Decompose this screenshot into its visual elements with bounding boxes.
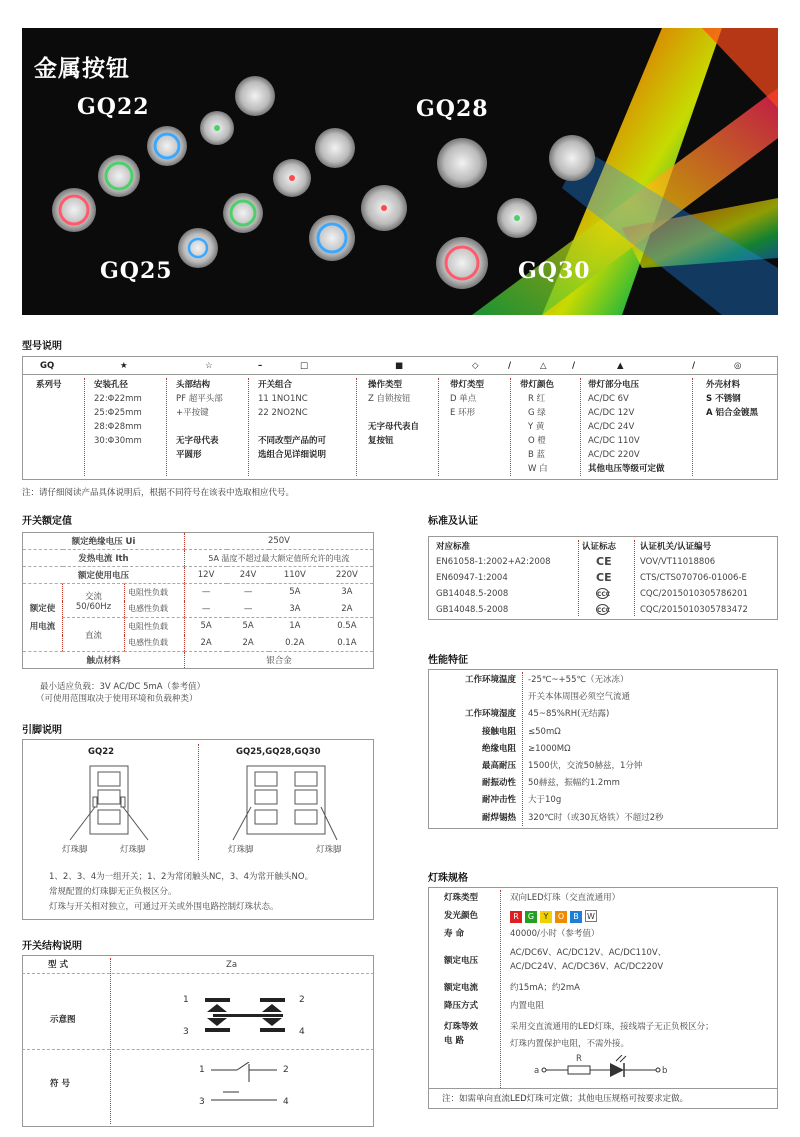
led-color-label: 发光颜色 — [444, 911, 479, 921]
ccc-mark-icon: CCC — [596, 604, 609, 615]
model-label-gq25: GQ25 — [100, 258, 173, 284]
led-circuit-diagram — [540, 1055, 662, 1081]
button-plain-2 — [315, 128, 355, 168]
circuit-b: b — [662, 1066, 668, 1076]
lamp-pin-label: 灯珠脚 — [228, 845, 254, 855]
col-divider — [510, 378, 511, 476]
rating-ith-value: 5A 温度不超过最大额定值所允许的电流 — [208, 553, 350, 563]
pin-divider — [198, 744, 199, 860]
button-plain-3 — [437, 138, 487, 188]
col-divider — [500, 890, 501, 1088]
ccc-mark-icon: CCC — [596, 588, 609, 599]
row-divider — [428, 1088, 778, 1089]
rating-current-label: 额定使用电流 — [23, 584, 63, 652]
rating-cell: 2A — [341, 603, 353, 614]
perf-value: 320℃时（或30瓦烙铁）不超过2秒 — [528, 812, 664, 823]
rating-type-2: 电感性负载 — [125, 601, 185, 618]
code-symbol: ▲ — [617, 361, 624, 371]
button-green-ring — [98, 155, 140, 197]
col-divider — [84, 378, 85, 476]
model-col-line: 22 2NO2NC — [258, 408, 308, 418]
code-symbol: / — [692, 361, 696, 371]
model-col-line: AC/DC 220V — [588, 450, 640, 460]
col-divider — [692, 378, 693, 476]
perf-value: 45~85%RH(无结露) — [528, 709, 610, 720]
structure-diagram — [175, 990, 315, 1042]
col-divider — [356, 378, 357, 476]
code-symbol: □ — [300, 361, 309, 371]
led-eq-label-1: 灯珠等效 — [444, 1022, 479, 1032]
model-col-head: 操作类型 — [368, 380, 403, 390]
color-chip: G — [525, 911, 537, 923]
rating-cell: — — [243, 587, 253, 598]
led-current-label: 额定电流 — [444, 983, 479, 993]
row-divider — [22, 1049, 374, 1050]
model-col-line: 11 1NO1NC — [258, 394, 308, 404]
model-col-head: 带灯颜色 — [520, 380, 555, 390]
rating-cell: 5A — [242, 621, 254, 632]
perf-title: 性能特征 — [428, 655, 468, 666]
led-note: 注：如需单向直流LED灯珠可定做；其他电压规格可按要求定做。 — [442, 1094, 689, 1104]
structure-title: 开关结构说明 — [22, 941, 82, 952]
rating-cell: 0.2A — [285, 637, 305, 648]
rating-v-24: 24V — [239, 570, 257, 580]
rating-cell: — — [201, 603, 211, 614]
button-red-ring-2 — [436, 237, 488, 289]
led-voltage-label: 额定电压 — [444, 956, 479, 966]
pin-note-2: 常规配置的灯珠脚无正负极区分。 — [49, 887, 177, 897]
model-col-head: 头部结构 — [176, 380, 211, 390]
rating-dc-label: 直流 — [63, 618, 125, 652]
perf-key: 工作环境温度 — [464, 675, 516, 685]
model-col-line: AC/DC 110V — [588, 436, 640, 446]
model-col-line: A 铝合金镀黑 — [706, 408, 759, 418]
rating-cell: 0.5A — [337, 621, 357, 632]
rating-type-3: 电阻性负载 — [125, 618, 185, 635]
perf-value: ≥1000MΩ — [528, 743, 571, 754]
structure-type-label: 型 式 — [48, 960, 68, 970]
rating-cell: 5A — [289, 587, 301, 598]
led-voltage-value-1: AC/DC6V、AC/DC12V、AC/DC110V、 — [510, 948, 667, 958]
model-note: 注：请仔细阅读产品具体说明后，根据不同符号在该表中选取相应代号。 — [22, 488, 295, 498]
col-divider — [248, 378, 249, 476]
perf-value: 50赫兹，振幅约1.2mm — [528, 778, 620, 789]
led-drop-label: 降压方式 — [444, 1001, 479, 1011]
structure-symbol-label: 符 号 — [50, 1079, 70, 1089]
col-divider — [522, 672, 523, 826]
model-col-line: O 橙 — [528, 436, 546, 446]
model-col-line: D 单点 — [450, 394, 477, 404]
perf-value: -25℃~+55℃（无冰冻） — [528, 675, 629, 685]
rating-contact-value: 银合金 — [266, 656, 292, 666]
model-col-line: 复按钮 — [368, 436, 394, 446]
pin-diagram-gq22 — [60, 762, 160, 852]
color-chip: Y — [540, 911, 552, 923]
model-col-line: 28:Φ28mm — [94, 422, 142, 432]
model-label-gq22: GQ22 — [77, 94, 150, 120]
lamp-pin-label: 灯珠脚 — [120, 845, 146, 855]
button-red-dot-2 — [361, 185, 407, 231]
pin-right-title: GQ25,GQ28,GQ30 — [236, 747, 321, 757]
lamp-pin-label: 灯珠脚 — [62, 845, 88, 855]
standard-std: EN60947-1:2004 — [436, 573, 508, 583]
perf-key: 绝缘电阻 — [481, 743, 516, 754]
rating-v-110: 110V — [283, 570, 306, 580]
model-col-head: 带灯部分电压 — [588, 380, 640, 390]
structure-diagram-label: 示意图 — [50, 1015, 76, 1025]
standard-code: CTS/CTS070706-01006-E — [640, 573, 747, 583]
rating-contact-label: 触点材料 — [23, 652, 185, 669]
col-divider — [578, 540, 579, 616]
model-col-line: AC/DC 12V — [588, 408, 635, 418]
pin-left-title: GQ22 — [88, 747, 115, 757]
model-col-head: 系列号 — [36, 380, 62, 390]
model-col-line: Z 自锁按钮 — [368, 394, 411, 404]
svg-text:1: 1 — [183, 995, 189, 1005]
svg-text:1: 1 — [199, 1065, 205, 1075]
circuit-r: R — [576, 1054, 582, 1064]
perf-key: 工作环境湿度 — [464, 709, 516, 720]
standard-head-mark: 认证标志 — [582, 542, 617, 552]
model-col-head: 安装孔径 — [94, 380, 129, 390]
row-divider — [22, 973, 374, 974]
svg-text:2: 2 — [299, 995, 305, 1005]
perf-key: 最高耐压 — [481, 761, 516, 771]
rating-cell: 0.1A — [337, 637, 357, 648]
rating-v-12: 12V — [197, 570, 215, 580]
model-col-head: 带灯类型 — [450, 380, 485, 390]
rating-cell: 2A — [200, 637, 212, 648]
model-col-line: +平按键 — [176, 408, 209, 418]
button-red-ring — [52, 188, 96, 232]
col-divider — [166, 378, 167, 476]
standard-title: 标准及认证 — [428, 516, 478, 527]
perf-value: ≤50mΩ — [528, 726, 561, 737]
col-divider — [580, 378, 581, 476]
rating-title: 开关额定值 — [22, 516, 72, 527]
model-col-head: 开关组合 — [258, 380, 293, 390]
code-symbol: / — [508, 361, 512, 371]
code-symbol: ★ — [120, 361, 128, 371]
col-divider — [634, 540, 635, 616]
button-blue-ring — [147, 126, 187, 166]
rating-type-1: 电阻性负载 — [125, 584, 185, 601]
led-color-chips — [510, 910, 600, 923]
model-col-line: PF 超平头部 — [176, 394, 223, 404]
rating-ui-label: 额定绝缘电压 Ui — [23, 533, 185, 550]
standard-std: GB14048.5-2008 — [436, 605, 509, 615]
code-symbol: ■ — [395, 361, 404, 371]
ce-mark-icon: CE — [596, 571, 612, 584]
perf-value: 开关本体周围必须空气流通 — [528, 692, 631, 703]
circuit-a: a — [534, 1066, 540, 1076]
button-green-dot — [200, 111, 234, 145]
model-col-head: 外壳材料 — [706, 380, 741, 390]
color-chip: B — [570, 911, 582, 923]
model-col-line: 无字母代表自 — [368, 422, 420, 432]
svg-text:4: 4 — [299, 1027, 305, 1037]
code-symbol: GQ — [40, 361, 55, 371]
button-green-dot-2 — [497, 198, 537, 238]
svg-text:3: 3 — [183, 1027, 189, 1037]
button-images — [22, 28, 778, 315]
perf-key: 耐冲击性 — [481, 795, 516, 806]
color-chip: R — [510, 911, 522, 923]
button-red-dot — [273, 159, 311, 197]
perf-key: 耐焊锡热 — [481, 812, 516, 823]
model-label-gq30: GQ30 — [518, 258, 591, 284]
model-label-gq28: GQ28 — [416, 96, 489, 122]
model-col-line: G 绿 — [528, 408, 546, 418]
code-symbol: △ — [540, 361, 547, 371]
pin-title: 引脚说明 — [22, 725, 62, 736]
code-symbol: / — [572, 361, 576, 371]
code-symbol: ◎ — [734, 361, 742, 371]
model-col-line: 25:Φ25mm — [94, 408, 142, 418]
pin-note-3: 灯珠与开关相对独立，可通过开关或外围电路控制灯珠状态。 — [49, 902, 279, 912]
perf-value: 大于10g — [528, 795, 562, 806]
rating-note-2: （可使用范围取决于使用环境和负载种类） — [36, 694, 198, 704]
model-col-line: 无字母代表 — [176, 436, 219, 446]
led-title: 灯珠规格 — [428, 873, 468, 884]
led-life-value: 40000/小时（参考值） — [510, 929, 600, 939]
led-eq-label-2: 电 路 — [444, 1036, 464, 1046]
led-eq-value-2: 灯珠内置保护电阻，不需外接。 — [510, 1039, 630, 1049]
rating-table — [22, 532, 374, 669]
code-symbol: ☆ — [205, 361, 213, 371]
button-green-ring-2 — [223, 193, 263, 233]
button-power-blue — [178, 228, 218, 268]
led-type-label: 灯珠类型 — [444, 893, 479, 903]
rating-note-1: 最小适应负载：3V AC/DC 5mA（参考值） — [40, 682, 206, 692]
model-col-line: W 白 — [528, 464, 548, 474]
model-col-line: AC/DC 24V — [588, 422, 635, 432]
pin-diagram-gq25 — [225, 762, 345, 852]
led-type-value: 双向LED灯珠（交直流通用） — [510, 893, 621, 903]
led-eq-value-1: 采用交直流通用的LED灯珠，接线端子无正负极区分； — [510, 1022, 714, 1032]
model-col-line: E 环形 — [450, 408, 476, 418]
standard-std: EN61058-1:2002+A2:2008 — [436, 557, 551, 567]
rating-ith-label: 发热电流 Ith — [23, 550, 185, 567]
model-col-line: B 蓝 — [528, 450, 546, 460]
pin-note-1: 1、2、3、4为一组开关；1、2为常闭触头NC，3、4为常开触头NO。 — [49, 872, 314, 882]
rating-cell: — — [201, 587, 211, 598]
led-voltage-value-2: AC/DC24V、AC/DC36V、AC/DC220V — [510, 962, 664, 972]
code-symbol: – — [258, 361, 263, 371]
led-current-value: 约15mA；约2mA — [510, 983, 580, 993]
ce-mark-icon: CE — [596, 555, 612, 568]
rating-cell: 1A — [289, 621, 301, 632]
standard-code: CQC/2015010305783472 — [640, 605, 748, 615]
code-row-divider — [22, 374, 778, 375]
model-col-line: Y 黄 — [528, 422, 545, 432]
product-banner — [22, 28, 778, 315]
structure-type-value: Za — [226, 960, 238, 970]
banner-title: 金属按钮 — [34, 56, 130, 82]
perf-value: 1500伏，交流50赫兹，1分钟 — [528, 761, 643, 771]
rating-cell: 3A — [341, 587, 353, 598]
model-col-line: 其他电压等级可定做 — [588, 464, 665, 474]
button-plain — [235, 76, 275, 116]
rating-type-4: 电感性负载 — [125, 635, 185, 652]
perf-key: 耐振动性 — [481, 778, 516, 789]
model-col-line: 不同改型产品的可 — [258, 436, 327, 446]
model-col-line: 平圆形 — [176, 450, 202, 460]
color-chip: W — [585, 910, 597, 922]
rating-cell: 2A — [242, 637, 254, 648]
standard-head-code: 认证机关/认证编号 — [640, 542, 712, 552]
col-divider — [438, 378, 439, 476]
perf-key: 接触电阻 — [481, 726, 516, 737]
svg-text:3: 3 — [199, 1097, 205, 1107]
model-col-line: 30:Φ30mm — [94, 436, 142, 446]
rating-ac-label: 交流 50/60Hz — [63, 584, 125, 618]
standard-std: GB14048.5-2008 — [436, 589, 509, 599]
lamp-pin-label: 灯珠脚 — [316, 845, 342, 855]
model-col-line: S 不锈钢 — [706, 394, 741, 404]
model-col-line: R 红 — [528, 394, 546, 404]
led-drop-value: 内置电阻 — [510, 1001, 545, 1011]
rating-voltage-label: 额定使用电压 — [23, 567, 185, 584]
rating-cell: 3A — [289, 603, 301, 614]
model-col-line: 22:Φ22mm — [94, 394, 142, 404]
model-section-title: 型号说明 — [22, 341, 62, 352]
button-blue-ring-2 — [309, 215, 355, 261]
standard-code: VOV/VT11018806 — [640, 557, 716, 567]
svg-text:2: 2 — [283, 1065, 289, 1075]
rating-ui-value: 250V — [267, 536, 290, 546]
model-col-line: 选组合见详细说明 — [258, 450, 327, 460]
led-life-label: 寿 命 — [444, 929, 464, 939]
button-plain-4 — [549, 135, 595, 181]
model-col-line: AC/DC 6V — [588, 394, 629, 404]
standard-code: CQC/2015010305786201 — [640, 589, 748, 599]
code-symbol: ◇ — [472, 361, 479, 371]
rating-cell: 5A — [200, 621, 212, 632]
rating-v-220: 220V — [335, 570, 358, 580]
standard-head-std: 对应标准 — [436, 542, 471, 552]
structure-symbol — [195, 1062, 305, 1108]
rating-cell: — — [243, 603, 253, 614]
color-chip: O — [555, 911, 567, 923]
structure-divider — [110, 958, 111, 1124]
svg-text:4: 4 — [283, 1097, 289, 1107]
